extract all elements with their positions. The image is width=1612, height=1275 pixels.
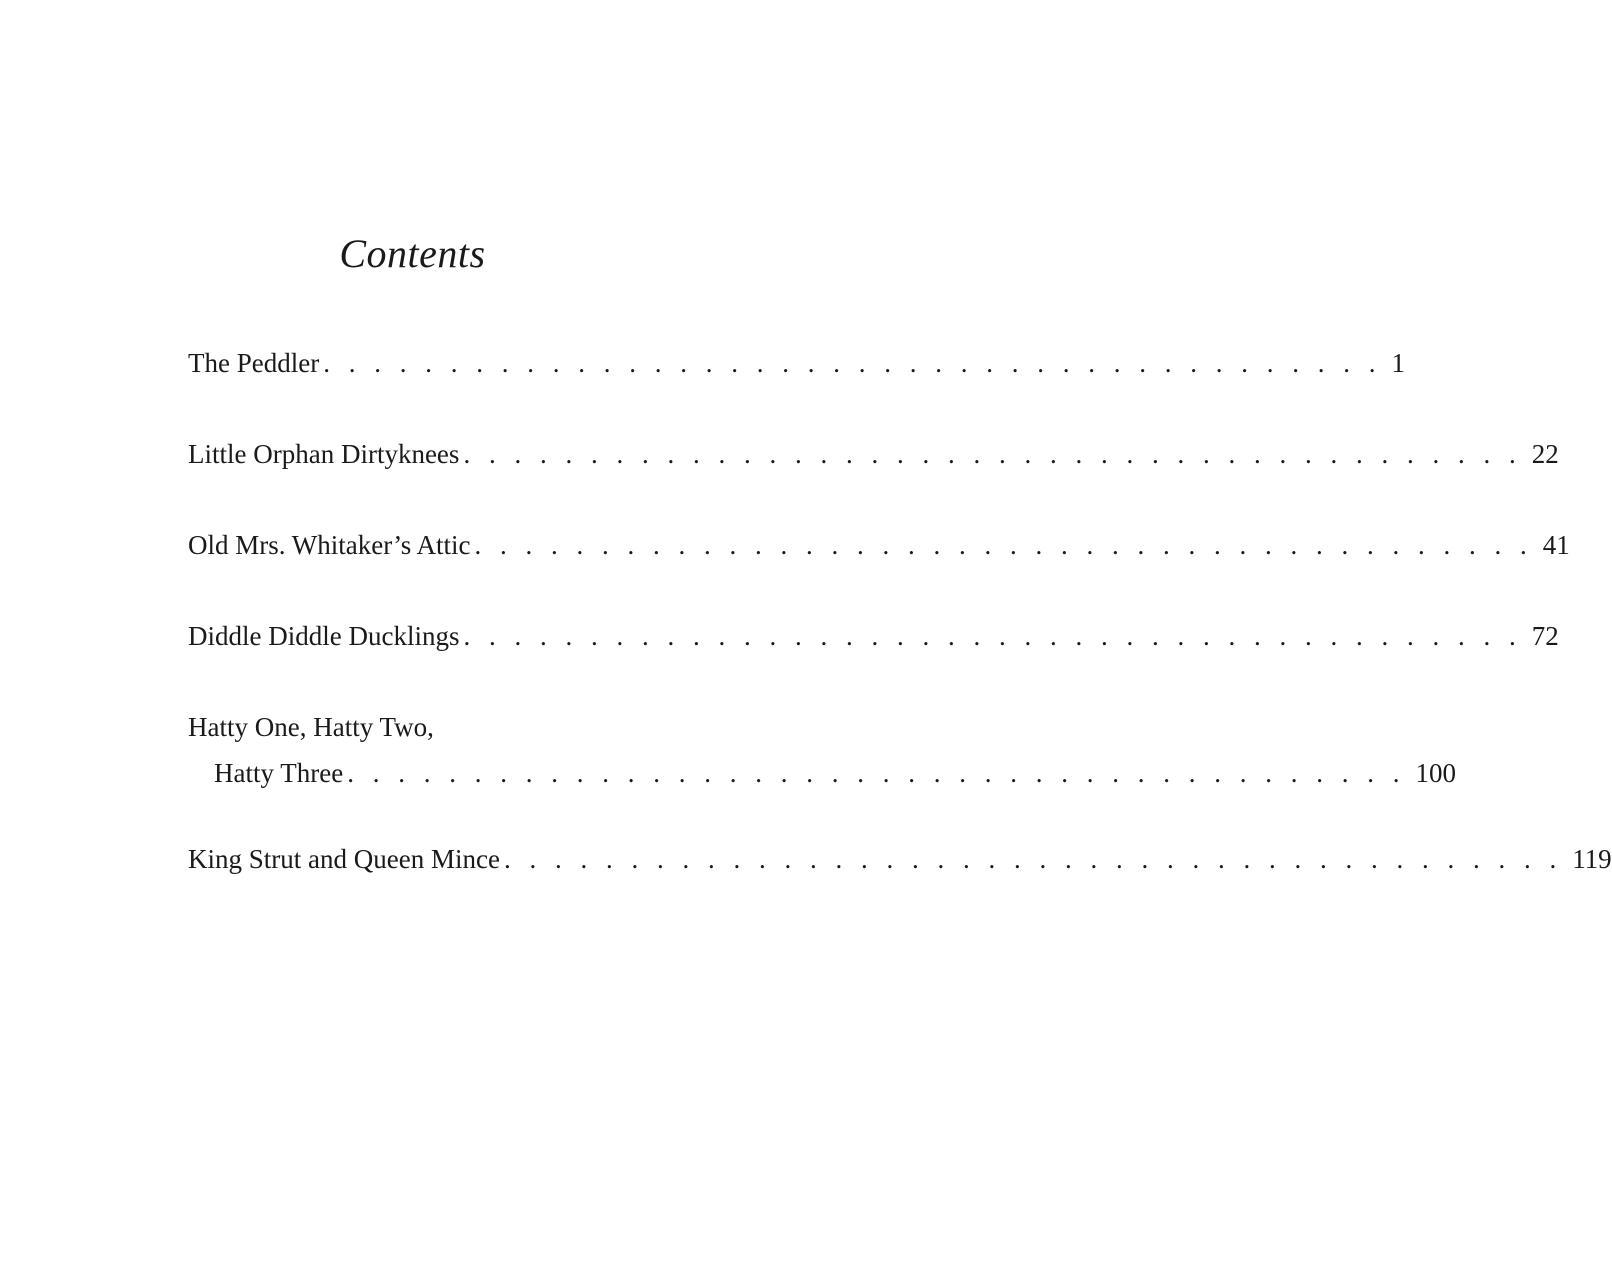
toc-entry [188,340,1405,386]
toc-entry [188,704,1456,796]
dot-leader: . . . . . . . . . . . . . . . . . . . . . . . . . . . . . . . . . . . . . . . . . . [474,530,1533,560]
toc-entry-title: Old Mrs. Whitaker’s Attic [188,522,474,568]
dot-leader: . . . . . . . . . . . . . . . . . . . . . . . . . . . . . . . . . . . . . . . . . . [323,348,1382,378]
toc-entry-title-continued: Hatty Three [214,750,347,796]
toc-entry [188,431,1559,477]
dot-leader: . . . . . . . . . . . . . . . . . . . . . . . . . . . . . . . . . . . . . . . . . . [347,758,1406,788]
toc-entry-page: 1 [1391,348,1405,378]
dot-leader: . . . . . . . . . . . . . . . . . . . . . . . . . . . . . . . . . . . . . . . . . . [503,844,1563,874]
toc-entry-page: 119 [1572,844,1612,874]
toc-entry-title: Little Orphan Dirtyknees [188,431,463,477]
toc-entry-page: 41 [1542,530,1570,560]
toc-entry-page: 22 [1531,439,1559,469]
toc-entry-title: Hatty One, Hatty Two, [188,704,438,750]
toc-entry-page: 100 [1415,758,1456,788]
dot-leader: . . . . . . . . . . . . . . . . . . . . . . . . . . . . . . . . . . . . . . . . . . [463,621,1522,651]
dot-leader: . . . . . . . . . . . . . . . . . . . . . . . . . . . . . . . . . . . . . . . . . . [463,439,1522,469]
toc-entry [188,836,1612,882]
toc-entry [188,613,1559,659]
page-title: Contents [339,231,486,276]
toc-entry-page: 72 [1531,621,1559,651]
toc-entry-title: King Strut and Queen Mince [188,836,504,882]
toc-entry-title: The Peddler [188,340,323,386]
toc-entry [188,522,1570,568]
toc-entry-title: Diddle Diddle Ducklings [188,613,463,659]
